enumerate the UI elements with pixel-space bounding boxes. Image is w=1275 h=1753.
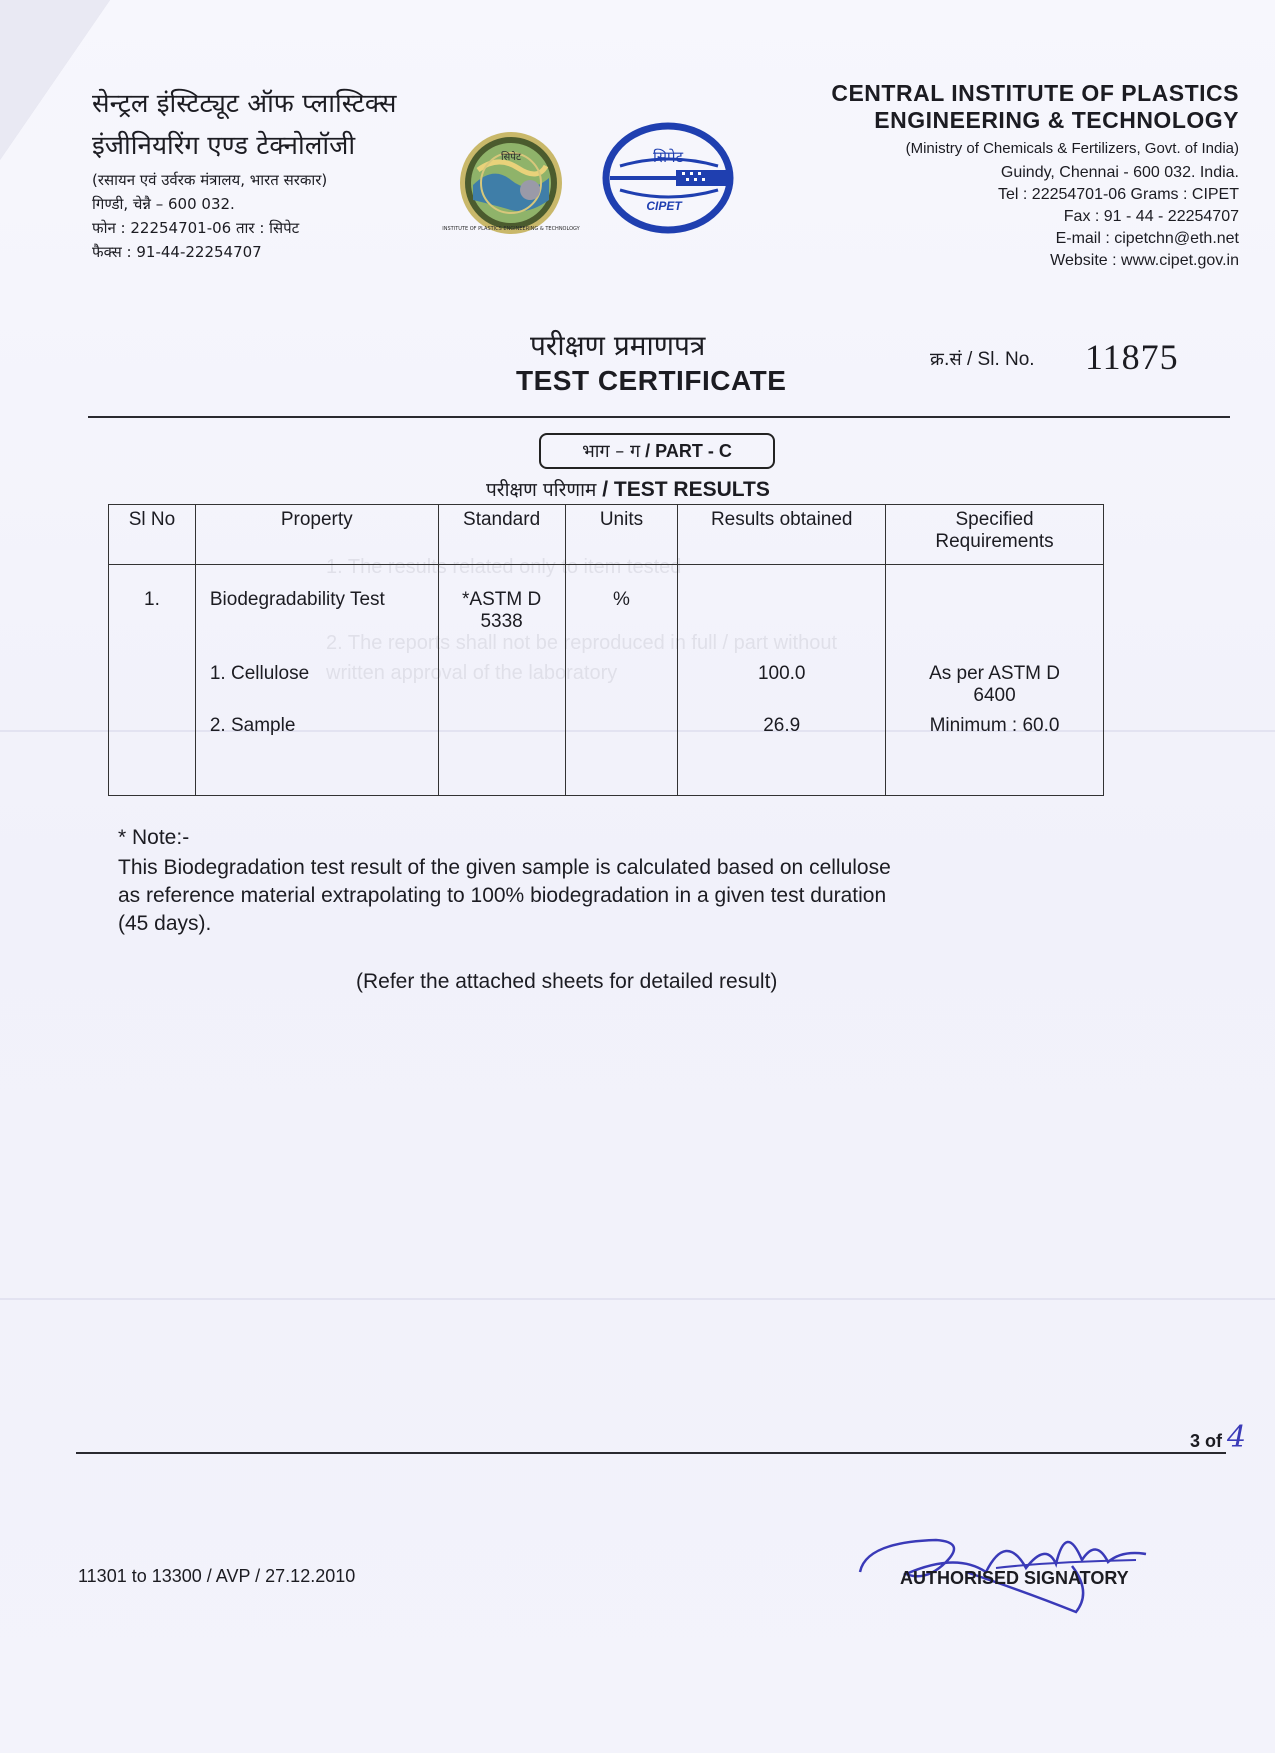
fax-english: Fax : 91 - 44 - 22254707 xyxy=(1063,208,1239,225)
phone-hindi: फोन : 22254701-06 तार : सिपेट xyxy=(92,219,300,237)
part-hindi: भाग – ग xyxy=(582,441,641,462)
page-number-printed: 3 of xyxy=(1190,1431,1223,1451)
cipet-logo xyxy=(600,122,740,234)
part-english: / PART - C xyxy=(640,441,732,461)
logo-hindi-text: सिपेट xyxy=(652,148,684,166)
institute-name-hindi-line1: सेन्ट्रल इंस्टिट्यूट ऑफ प्लास्टिक्स xyxy=(92,89,397,119)
authorised-signatory-label: AUTHORISED SIGNATORY xyxy=(900,1568,1129,1588)
footer-code: 11301 to 13300 / AVP / 27.12.2010 xyxy=(78,1566,356,1586)
fax-hindi: फैक्स : 91-44-22254707 xyxy=(92,243,262,261)
cell-standard: *ASTM D 5338 xyxy=(438,565,565,796)
header-results: Results obtained xyxy=(678,505,886,565)
ministry-hindi: (रसायन एवं उर्वरक मंत्रालय, भारत सरकार) xyxy=(92,171,328,189)
cell-results xyxy=(678,565,886,796)
requirement-sample: Minimum : 60.0 xyxy=(929,715,1060,736)
result-sample: 26.9 xyxy=(763,715,801,736)
page-number xyxy=(1190,1420,1246,1455)
test-results-heading xyxy=(486,476,770,502)
property-cellulose: 1. Cellulose xyxy=(209,663,310,684)
note-label: * Note:- xyxy=(118,826,190,849)
logo-english-text: CIPET xyxy=(646,199,682,213)
part-c-box xyxy=(539,433,775,469)
result-cellulose: 100.0 xyxy=(757,663,806,684)
hologram-emblem xyxy=(442,130,580,236)
signature xyxy=(846,1502,1166,1622)
cell-requirements xyxy=(886,565,1104,796)
institute-name-hindi-line2: इंजीनियरिंग एण्ड टेक्नोलॉजी xyxy=(92,131,356,161)
address-hindi: गिण्डी, चेन्नै – 600 032. xyxy=(92,195,235,213)
website-english: Website : www.cipet.gov.in xyxy=(1050,252,1239,269)
property-sample: 2. Sample xyxy=(209,715,296,736)
header-units: Units xyxy=(565,505,678,565)
note-text-line1: This Biodegradation test result of the given sample is calculated based on cellulose xyxy=(118,856,891,879)
note-text-line2: as reference material extrapolating to 100% biodegradation in a given test duration xyxy=(118,884,887,907)
emblem-english-text: INSTITUTE OF PLASTICS ENGINEERING & TECHNOLOGY xyxy=(442,226,580,232)
watermark-line: 2. The reports shall not be reproduced in full / part without xyxy=(326,632,838,654)
requirement-cellulose: As per ASTM D 6400 xyxy=(929,663,1060,706)
footer-divider xyxy=(76,1452,1226,1454)
table-row xyxy=(109,565,1104,796)
results-table xyxy=(108,504,1104,796)
serial-number: 11875 xyxy=(1085,337,1179,377)
email-english: E-mail : cipetchn@eth.net xyxy=(1055,230,1239,247)
page-number-handwritten: 4 xyxy=(1227,1420,1247,1455)
tel-english: Tel : 22254701-06 Grams : CIPET xyxy=(998,186,1239,203)
institute-name-english-line2: ENGINEERING & TECHNOLOGY xyxy=(874,107,1239,133)
header-property: Property xyxy=(195,505,438,565)
header-standard: Standard xyxy=(438,505,565,565)
watermark-line: 1. The results related only to item tested xyxy=(326,556,682,578)
property-main: Biodegradability Test xyxy=(209,589,385,610)
serial-label-english: / Sl. No. xyxy=(961,349,1035,370)
header-sl-no: Sl No xyxy=(109,505,196,565)
title-english: TEST CERTIFICATE xyxy=(516,365,787,396)
title-hindi: परीक्षण प्रमाणपत्र xyxy=(530,329,706,362)
results-heading-english: / TEST RESULTS xyxy=(596,478,770,501)
note-text-line3: (45 days). xyxy=(118,912,212,935)
serial-label xyxy=(930,347,1035,371)
cell-sl-no: 1. xyxy=(109,565,196,796)
ministry-english: (Ministry of Chemicals & Fertilizers, Govt. of India) xyxy=(905,140,1239,157)
fold-line xyxy=(0,1298,1275,1300)
cell-property xyxy=(195,565,438,796)
address-english: Guindy, Chennai - 600 032. India. xyxy=(1000,164,1239,181)
cell-units: % xyxy=(565,565,678,796)
refer-attached-sheets: (Refer the attached sheets for detailed result) xyxy=(356,970,778,993)
table-header-row xyxy=(109,505,1104,565)
serial-label-hindi: क्र.सं xyxy=(930,349,962,370)
header-requirements: Specified Requirements xyxy=(886,505,1104,565)
header-divider xyxy=(88,416,1230,418)
institute-name-english-line1: CENTRAL INSTITUTE OF PLASTICS xyxy=(831,80,1239,106)
results-heading-hindi: परीक्षण परिणाम xyxy=(486,479,597,501)
emblem-hindi-text: सिपेट xyxy=(500,152,522,163)
watermark-line: written approval of the laboratory xyxy=(326,662,618,684)
